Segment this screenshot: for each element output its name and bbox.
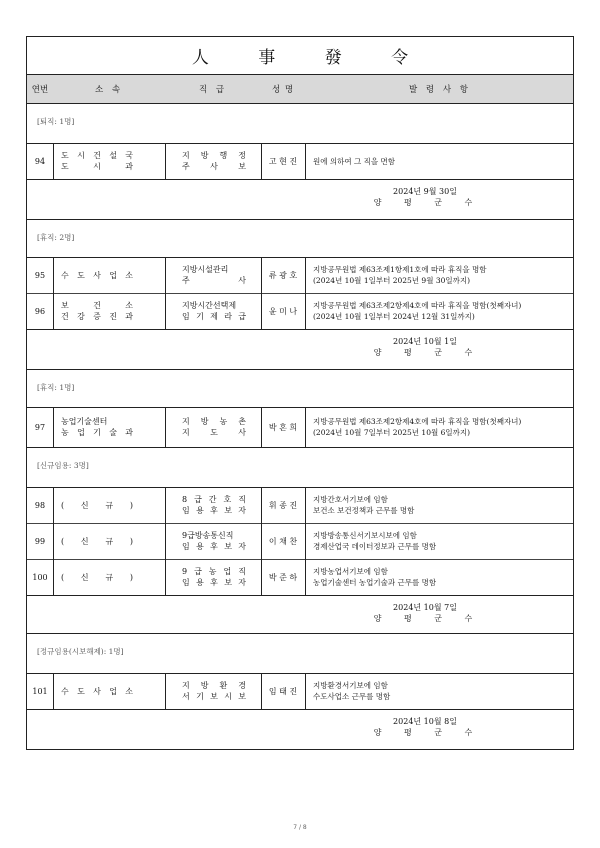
action-line: 지방공무원법 제63조제1항제1호에 따라 휴직을 명함	[313, 265, 487, 274]
action-line: 지방간호서기보에 임함	[313, 495, 388, 504]
section-label: [퇴직: 1명]	[37, 117, 75, 126]
header-no: 연번	[31, 85, 49, 95]
column-divider	[305, 487, 306, 523]
row-department	[61, 143, 133, 179]
row-action	[313, 566, 571, 588]
row-divider	[27, 219, 573, 220]
row-action	[313, 264, 571, 286]
column-divider	[165, 523, 166, 559]
row-rank	[182, 673, 246, 709]
row-number: 99	[34, 536, 46, 546]
row-number: 97	[34, 422, 46, 432]
row-number: 98	[34, 500, 46, 510]
row-name: 박 혼 희	[268, 422, 298, 432]
column-divider	[305, 143, 306, 179]
row-department	[61, 407, 133, 447]
row-action	[313, 680, 571, 702]
column-divider	[305, 559, 306, 595]
rank-line: 지 방 농 촌	[182, 417, 246, 426]
department-line: 도 시 과	[61, 162, 133, 171]
issue-date: 2024년 10월 7일	[393, 603, 457, 612]
issue-date: 2024년 10월 8일	[393, 717, 457, 726]
row-divider	[27, 369, 573, 370]
section-label: [신규임용: 3명]	[37, 461, 89, 470]
row-rank	[182, 523, 246, 559]
header-dept: 소 속	[94, 85, 124, 95]
header-name: 성 명	[271, 85, 295, 95]
action-line: 농업기술센터 농업기술과 근무를 명함	[313, 578, 437, 587]
row-action	[313, 300, 571, 322]
issuer-name: 양 평 군 수	[373, 614, 483, 623]
row-action	[313, 494, 571, 516]
rank-line: 지 도 사	[182, 428, 246, 437]
row-department	[61, 523, 133, 559]
issue-date-block	[355, 602, 495, 624]
rank-line: 주 사	[182, 276, 246, 285]
column-divider	[53, 523, 54, 559]
header-action: 발 령 사 항	[409, 85, 471, 95]
rank-line: 지방시간선택제	[182, 301, 237, 310]
column-divider	[165, 143, 166, 179]
row-rank	[182, 407, 246, 447]
column-divider	[305, 673, 306, 709]
department-line: 보 건 소	[61, 301, 133, 310]
column-divider	[165, 673, 166, 709]
department-line: 건 강 증 진 과	[61, 312, 133, 321]
table-header	[27, 75, 573, 104]
rank-line: 지 방 행 정	[182, 151, 246, 160]
rank-line: 임 기 제 라 급	[182, 312, 246, 321]
row-department	[61, 673, 133, 709]
action-line: (2024년 10월 1일부터 2024년 12월 31일까지)	[313, 312, 475, 321]
column-divider	[53, 293, 54, 329]
column-divider	[53, 487, 54, 523]
row-rank	[182, 257, 246, 293]
action-line: 지방농업서기보에 임함	[313, 567, 388, 576]
issue-date: 2024년 9월 30일	[393, 187, 457, 196]
page-title: 人 事 發 令	[27, 37, 573, 75]
action-line: 지방환경서기보에 임함	[313, 681, 388, 690]
rank-line: 서 기 보 시 보	[182, 692, 246, 701]
department-line: ( 신 규 )	[61, 500, 133, 510]
row-number: 100	[32, 572, 48, 582]
row-department	[61, 293, 133, 329]
action-line: 지방공무원법 제63조제2항제4호에 따라 휴직을 명함(첫째자녀)	[313, 301, 522, 310]
row-divider	[27, 179, 573, 180]
department-line: 도 시 건 설 국	[61, 151, 133, 160]
column-divider	[165, 559, 166, 595]
row-action	[313, 416, 571, 438]
column-divider	[53, 673, 54, 709]
row-divider	[27, 633, 573, 634]
row-number: 94	[34, 156, 46, 166]
row-department	[61, 257, 133, 293]
column-divider	[165, 407, 166, 447]
rank-line: 8 급 간 호 직	[182, 495, 246, 504]
row-name: 고 현 진	[268, 156, 298, 166]
rank-line: 지방시설관리	[182, 265, 229, 274]
section-label: [휴직: 1명]	[37, 383, 75, 392]
action-line: 지방공무원법 제63조제2항제4호에 따라 휴직을 명함(첫째자녀)	[313, 417, 522, 426]
row-number: 95	[34, 270, 46, 280]
rank-line: 9 급 농 업 직	[182, 567, 246, 576]
action-line: 수도사업소 근무를 명함	[313, 692, 391, 701]
row-name: 윤 미 나	[268, 306, 298, 316]
section-label: [휴직: 2명]	[37, 233, 75, 242]
column-divider	[165, 293, 166, 329]
row-name: 류 광 호	[268, 270, 298, 280]
row-rank	[182, 559, 246, 595]
row-rank	[182, 487, 246, 523]
department-line: 수 도 사 업 소	[61, 686, 133, 696]
document-frame	[26, 36, 574, 750]
row-rank	[182, 143, 246, 179]
row-number: 101	[32, 686, 48, 696]
column-divider	[53, 257, 54, 293]
column-divider	[53, 143, 54, 179]
row-divider	[27, 595, 573, 596]
rank-line: 9급방송통신직	[182, 531, 234, 540]
column-divider	[53, 559, 54, 595]
row-name: 이 채 찬	[268, 536, 298, 546]
action-line: (2024년 10월 7일부터 2025년 10월 6일까지)	[313, 428, 471, 437]
issue-date-block	[355, 336, 495, 358]
row-number: 96	[34, 306, 46, 316]
action-line: 원에 의하여 그 직을 면함	[313, 156, 395, 166]
column-divider	[53, 407, 54, 447]
issue-date-block	[355, 716, 495, 738]
row-action	[313, 156, 571, 167]
rank-line: 임 용 후 보 자	[182, 506, 246, 515]
department-line: 수 도 사 업 소	[61, 270, 133, 280]
rank-line: 주 사 보	[182, 162, 246, 171]
department-line: ( 신 규 )	[61, 572, 133, 582]
column-divider	[305, 257, 306, 293]
row-action	[313, 530, 571, 552]
rank-line: 임 용 후 보 자	[182, 578, 246, 587]
row-department	[61, 559, 133, 595]
department-line: 농 업 기 술 과	[61, 428, 133, 437]
row-rank	[182, 293, 246, 329]
row-divider	[27, 709, 573, 710]
issue-date-block	[355, 186, 495, 208]
department-line: ( 신 규 )	[61, 536, 133, 546]
row-name: 박 준 하	[268, 572, 298, 582]
rank-line: 임 용 후 보 자	[182, 542, 246, 551]
action-line: 보건소 보건정책과 근무를 명함	[313, 506, 415, 515]
row-name: 휘 종 진	[268, 500, 298, 510]
column-divider	[165, 257, 166, 293]
rank-line: 지 방 환 경	[182, 681, 246, 690]
column-divider	[305, 407, 306, 447]
row-department	[61, 487, 133, 523]
section-label: [정규임용(시보해제): 1명]	[37, 647, 124, 656]
column-divider	[165, 487, 166, 523]
issuer-name: 양 평 군 수	[373, 348, 483, 357]
row-divider	[27, 329, 573, 330]
column-divider	[305, 293, 306, 329]
header-rank: 직 급	[198, 85, 228, 95]
page-number: 7 / 8	[293, 824, 307, 831]
action-line: 지방방송통신서기보시보에 임함	[313, 531, 417, 540]
issuer-name: 양 평 군 수	[373, 198, 483, 207]
row-name: 임 태 진	[268, 686, 298, 696]
issuer-name: 양 평 군 수	[373, 728, 483, 737]
action-line: (2024년 10월 1일부터 2025년 9월 30일까지)	[313, 276, 471, 285]
department-line: 농업기술센터	[61, 417, 108, 426]
row-divider	[27, 447, 573, 448]
column-divider	[305, 523, 306, 559]
issue-date: 2024년 10월 1일	[393, 337, 457, 346]
action-line: 경제산업국 데이터정보과 근무를 명함	[313, 542, 437, 551]
